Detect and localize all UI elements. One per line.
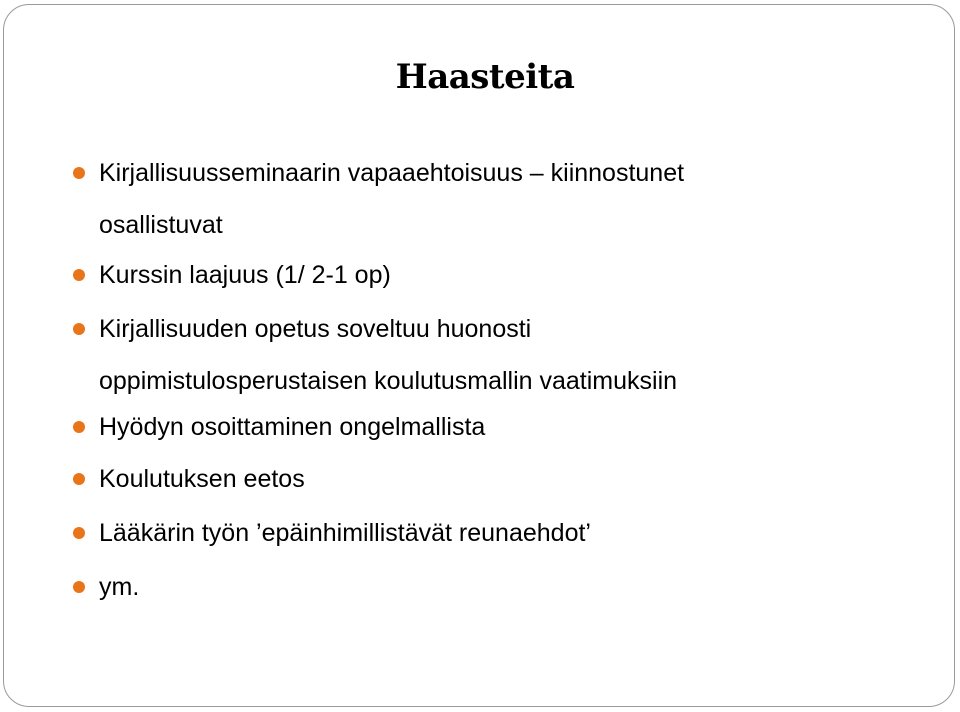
bullet-dot-icon	[73, 581, 85, 593]
slide	[3, 4, 955, 707]
bullet-item	[99, 561, 859, 613]
bullet-item	[99, 147, 859, 251]
bullet-line: osallistuvat	[99, 211, 223, 239]
bullet-item	[99, 249, 859, 301]
bullet-dot-icon	[73, 421, 85, 433]
bullet-item	[99, 507, 859, 559]
bullet-item	[99, 453, 859, 505]
slide-title: Haasteita	[395, 57, 575, 97]
bullet-line: oppimistulosperustaisen koulutusmallin vaatimuksiin	[99, 367, 678, 395]
bullet-dot-icon	[73, 473, 85, 485]
bullet-dot-icon	[73, 323, 85, 335]
bullet-line: Kirjallisuuden opetus soveltuu huonosti	[99, 315, 532, 343]
bullet-line: Kurssin laajuus (1/ 2-1 op)	[99, 261, 391, 289]
bullet-dot-icon	[73, 527, 85, 539]
bullet-line: Lääkärin työn ’epäinhimillistävät reunaehdot’	[99, 519, 591, 547]
bullet-dot-icon	[73, 167, 85, 179]
bullet-item	[99, 303, 859, 407]
bullet-dot-icon	[73, 269, 85, 281]
bullet-line: Koulutuksen eetos	[99, 465, 305, 493]
bullet-list	[4, 5, 955, 705]
bullet-item	[99, 401, 859, 453]
bullet-line: Kirjallisuusseminaarin vapaaehtoisuus – kiinnostunet	[99, 159, 685, 187]
bullet-line: ym.	[99, 573, 140, 601]
bullet-line: Hyödyn osoittaminen ongelmallista	[99, 413, 486, 441]
